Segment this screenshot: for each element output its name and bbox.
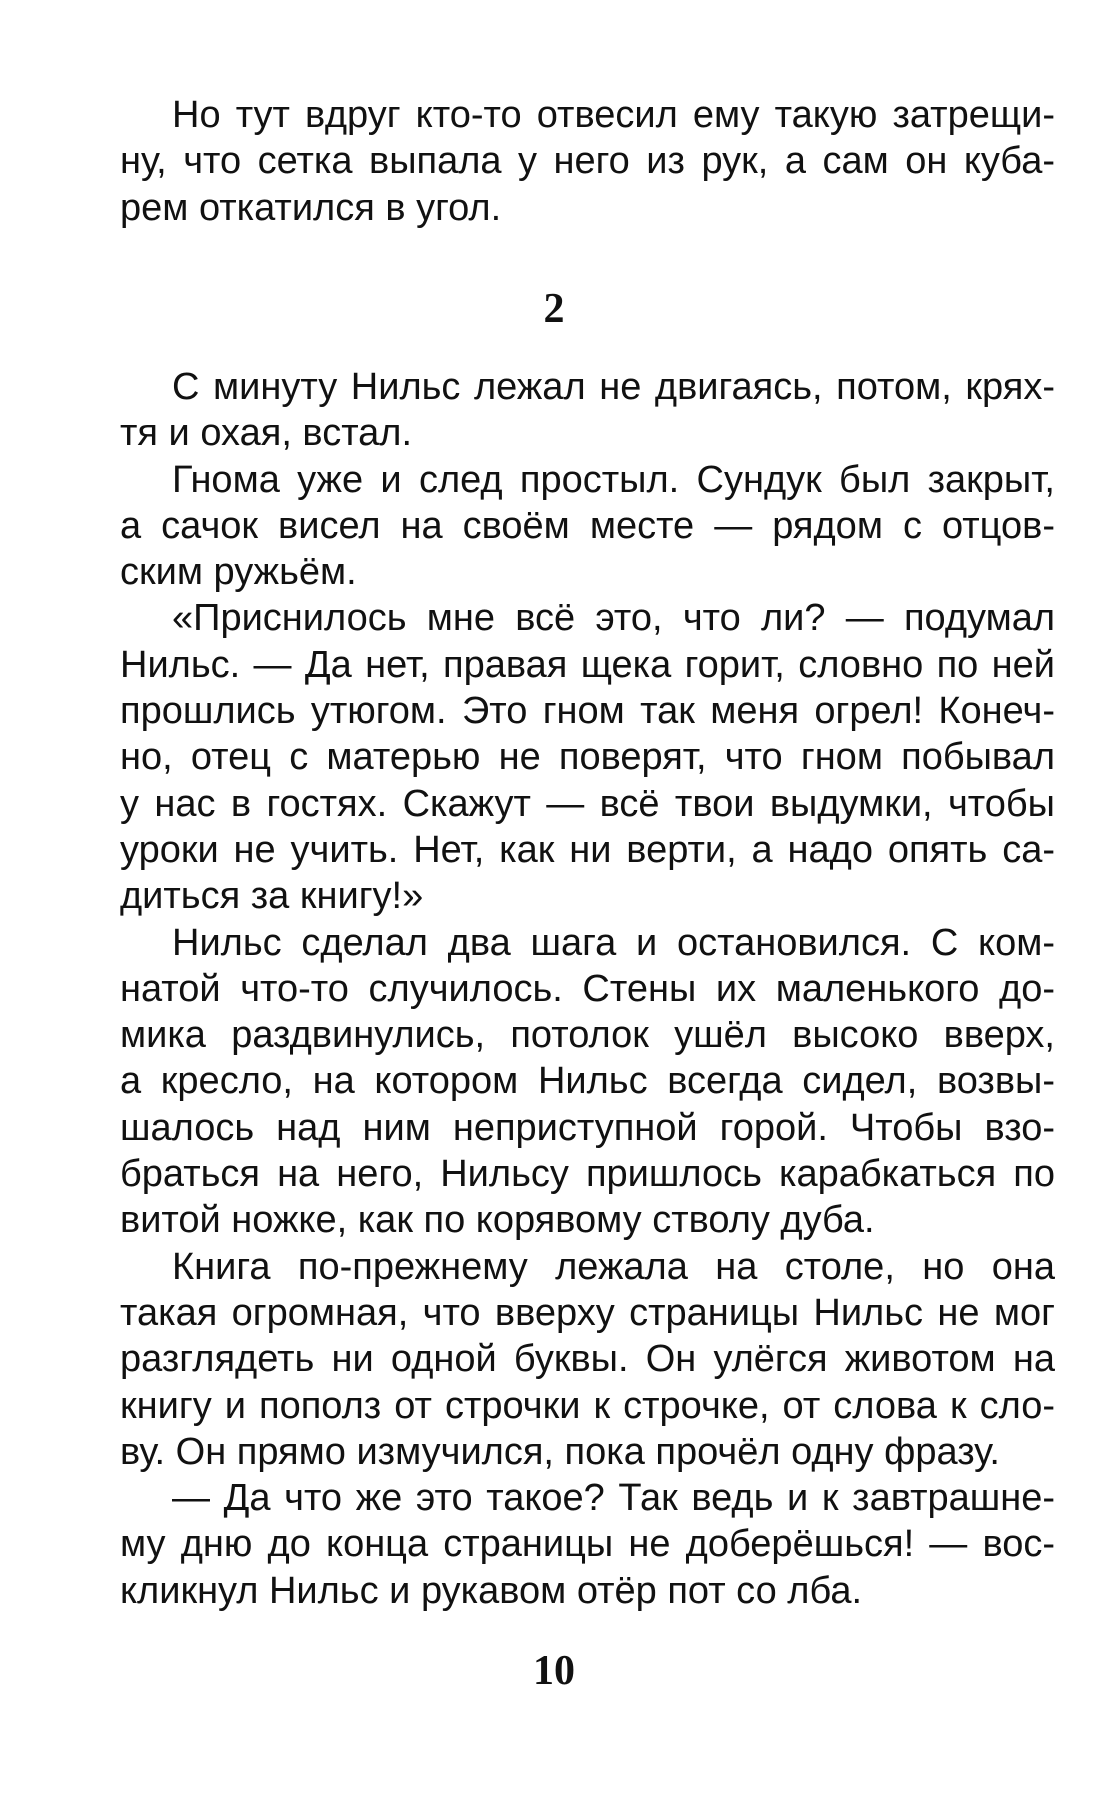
text-line: шалось над ним неприступной горой. Чтобы взо- (120, 1106, 1055, 1149)
text-line: витой ножке, как по корявому стволу дуба. (120, 1199, 875, 1242)
text-line: а сачок висел на своём месте — рядом с отцов- (120, 504, 1055, 547)
text-line: ву. Он прямо измучился, пока прочёл одну фразу. (120, 1430, 1000, 1473)
text-line: ну, что сетка выпала у него из рук, а сам он куба- (120, 140, 1055, 183)
text-line: Нильс сделал два шага и остановился. С ком- (172, 921, 1055, 964)
text-line: мика раздвинулись, потолок ушёл высоко вверх, (120, 1014, 1055, 1057)
text-line: С минуту Нильс лежал не двигаясь, потом, крях- (172, 366, 1055, 408)
paragraph-continuation (120, 92, 1055, 231)
text-line: «Приснилось мне всё это, что ли? — подумал (172, 597, 1055, 640)
chapter-number: 2 (543, 286, 565, 332)
text-line: Книга по-прежнему лежала на столе, но она (172, 1245, 1055, 1288)
page-number: 10 (533, 1648, 575, 1694)
text-line: кликнул Нильс и рукавом отёр пот со лба. (120, 1569, 863, 1612)
text-line: такая огромная, что вверху страницы Нильс не мог (120, 1291, 1055, 1334)
text-line: рем откатился в угол. (120, 186, 502, 229)
text-line: у нас в гостях. Скажут — всё твои выдумки, чтобы (120, 782, 1055, 825)
text-line: прошлись утюгом. Это гном так меня огрел! Конеч- (120, 690, 1055, 733)
text-line: ским ружьём. (120, 551, 357, 594)
text-line: книгу и пополз от строчки к строчке, от слова к сло- (120, 1384, 1055, 1427)
text-line: — Да что же это такое? Так ведь и к завтрашне- (172, 1477, 1055, 1520)
chapter-body (120, 364, 1055, 1614)
text-line: Гнома уже и след простыл. Сундук был закрыт, (172, 458, 1055, 501)
text-line: уроки не учить. Нет, как ни верти, а надо опять са- (120, 828, 1055, 871)
text-line: Нильс. — Да нет, правая щека горит, словно по ней (120, 643, 1055, 686)
text-line: му дню до конца страницы не доберёшься! — вос- (120, 1523, 1055, 1566)
text-line: диться за книгу!» (120, 875, 424, 918)
text-line: натой что-то случилось. Стены их маленького до- (120, 967, 1055, 1010)
text-line: а кресло, на котором Нильс всегда сидел, возвы- (120, 1060, 1055, 1103)
text-line: тя и охая, встал. (120, 412, 413, 455)
text-line: но, отец с матерью не поверят, что гном побывал (120, 736, 1055, 779)
text-line: разглядеть ни одной буквы. Он улёгся животом на (120, 1338, 1055, 1381)
text-line: Но тут вдруг кто-то отвесил ему такую затрещи- (172, 94, 1055, 136)
text-line: браться на него, Нильсу пришлось карабкаться по (120, 1153, 1055, 1196)
